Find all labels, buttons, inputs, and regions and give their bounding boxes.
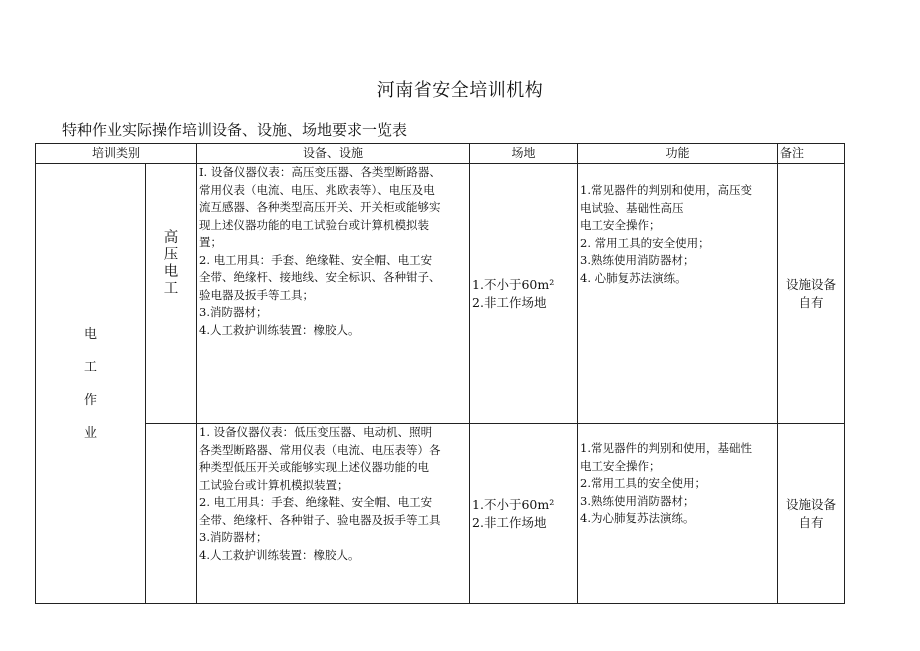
equipment-line: 3.消防器材； [199,305,268,319]
note-line: 自有 [798,294,824,310]
subcategory-cell-empty [146,424,197,604]
equipment-line: 全带、绝缘杆、接地线、安全标识、各种钳子、 [199,270,441,284]
equipment-line: 置； [199,235,223,249]
function-line: 1.常见器件的判别和使用，基础性 [580,441,752,455]
header-note: 备注 [778,144,845,164]
equipment-line: 4.人工救护训练装置：橡胶人。 [199,547,360,562]
subcategory-cell [146,164,197,424]
equipment-line: 验电器及扳手等工具； [199,287,315,302]
header-venue: 场地 [470,144,578,164]
venue-cell [470,164,578,424]
equipment-cell [197,164,470,424]
function-line: 电工安全操作； [580,458,661,473]
subcategory-char: 工 [163,281,179,297]
header-equipment: 设备、设施 [197,144,470,164]
category-char: 作 [83,392,97,408]
equipment-line: 全带、绝缘杆、各种钳子、验电器及扳手等工具 [199,512,441,527]
venue-line: 1.不小于60m² [472,277,555,292]
note-line: 设施设备 [786,276,837,292]
document-title: 河南省安全培训机构 [376,80,544,101]
category-cell [36,164,146,604]
equipment-line: 2. 电工用具：手套、绝缘鞋、安全帽、电工安 [199,252,433,267]
equipment-line: 各类型断路器、常用仪表（电流、电压表等）各 [199,442,441,457]
function-line: 3.熟练使用消防器材； [580,253,695,267]
table-header-row [36,144,845,164]
equipment-line: 现上述仪器功能的电工试验台或计算机模拟装 [199,217,430,232]
function-line: 4. 心肺复苏法演练。 [580,270,687,285]
equipment-cell [197,424,470,604]
function-line: 电试验、基础性高压 [580,200,684,215]
note-line: 设施设备 [786,496,837,512]
function-line: 3.熟练使用消防器材； [580,493,695,508]
venue-line: 2.非工作场地 [472,294,547,310]
requirements-table [35,143,845,604]
header-category: 培训类别 [36,144,197,164]
function-cell [578,164,778,424]
category-char: 电 [83,326,97,342]
venue-line: 1.不小于60m² [472,497,555,512]
equipment-line: 2. 电工用具：手套、绝缘鞋、安全帽、电工安 [199,495,433,509]
equipment-line: 4.人工救护训练装置：橡胶人。 [199,322,360,337]
function-line: 2. 常用工具的安全使用； [580,235,710,250]
function-line: 4.为心肺复苏法演练。 [580,511,695,525]
note-cell [778,164,845,424]
equipment-line: Ⅰ. 设备仪器仪表：高压变压器、各类型断路器、 [199,165,441,179]
table-row [36,164,845,424]
table-row [36,424,845,604]
equipment-line: 流互感器、各种类型高压开关、开关柜或能够实 [199,200,441,214]
note-line: 自有 [798,514,824,530]
function-cell [578,424,778,604]
venue-cell [470,424,578,604]
equipment-line: 常用仪表（电流、电压、兆欧表等）、电压及电 [199,182,435,197]
function-line: 2.常用工具的安全使用； [580,476,706,490]
category-char: 业 [83,425,97,441]
subcategory-char: 压 [163,247,179,263]
subcategory-char: 电 [163,264,179,280]
venue-line: 2.非工作场地 [472,514,547,530]
equipment-line: 种类型低压开关或能够实现上述仪器功能的电 [199,460,430,474]
function-line: 1.常见器件的判别和使用，高压变 [580,183,752,197]
note-cell [778,424,845,604]
equipment-line: 3.消防器材； [199,530,268,544]
table-subtitle: 特种作业实际操作培训设备、设施、场地要求一览表 [62,121,408,139]
header-function: 功能 [578,144,778,164]
function-line: 电工安全操作； [580,218,661,232]
equipment-line: 工试验台或计算机模拟装置； [199,477,349,492]
category-char: 工 [83,359,97,375]
subcategory-char: 高 [163,230,179,246]
equipment-line: 1. 设备仪器仪表：低压变压器、电动机、照明 [199,425,433,439]
